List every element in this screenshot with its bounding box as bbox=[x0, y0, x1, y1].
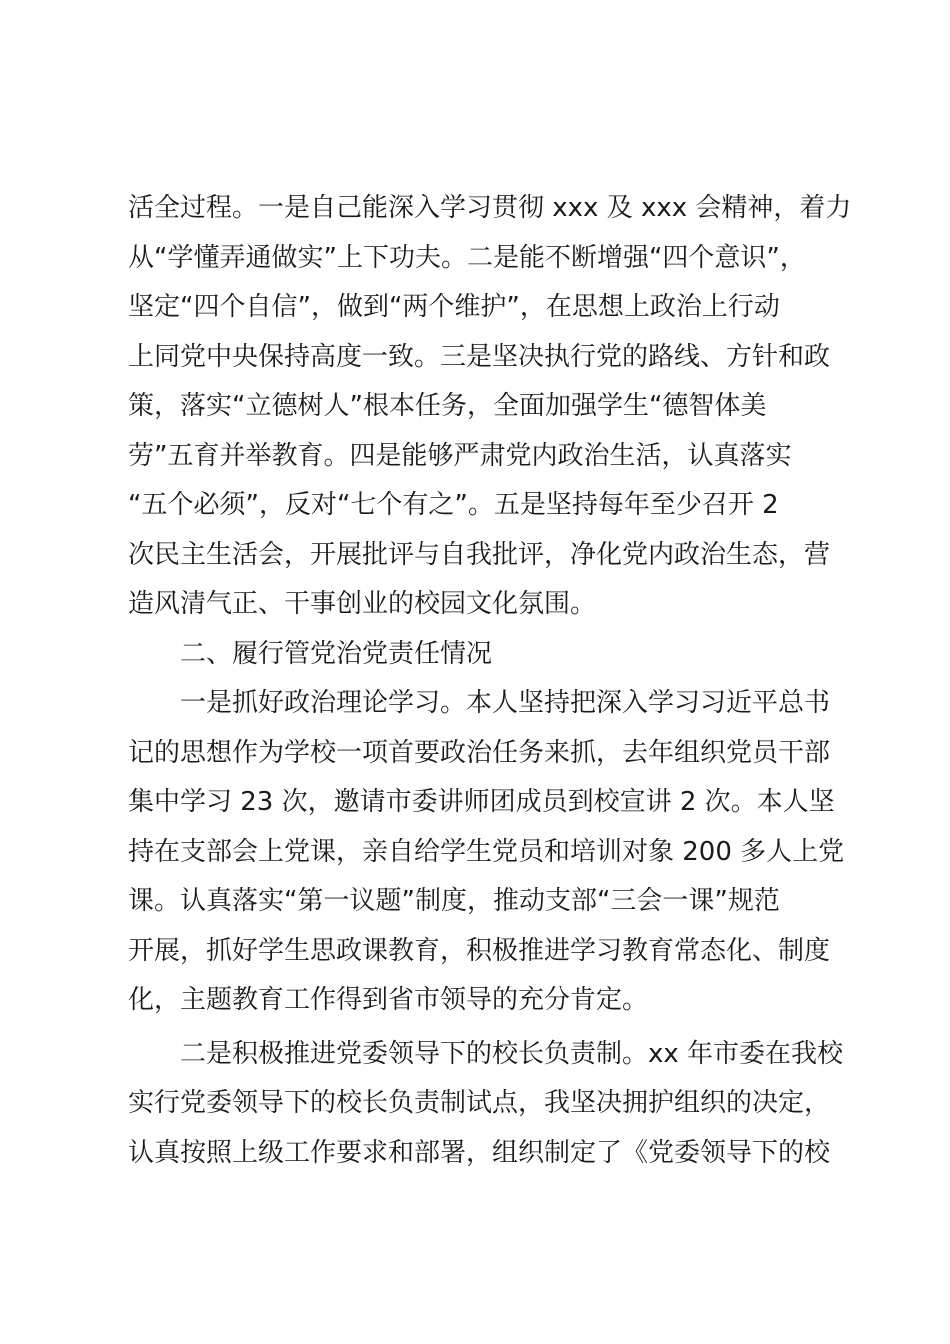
paragraph-line: 次民主生活会，开展批评与自我批评，净化党内政治生态，营 bbox=[128, 539, 831, 570]
paragraph-line: 化，主题教育工作得到省市领导的充分肯定。 bbox=[128, 985, 649, 1015]
paragraph-2 bbox=[128, 679, 845, 1026]
paragraph-line: 劳”五育并举教育。四是能够严肃党内政治生活，认真落实 bbox=[128, 440, 792, 471]
paragraph-line: 认真按照上级工作要求和部署，组织制定了《党委领导下的校 bbox=[128, 1137, 831, 1168]
paragraph-line: 从“学懂弄通做实”上下功夫。二是能不断增强“四个意识”， bbox=[128, 242, 806, 273]
paragraph-line: 活全过程。一是自己能深入学习贯彻 xxx 及 xxx 会精神，着力 bbox=[128, 193, 852, 223]
paragraph-line: “五个必须”，反对“七个有之”。五是坚持每年至少召开 2 bbox=[128, 490, 779, 520]
paragraph-line: 二是积极推进党委领导下的校长负责制。xx 年市委在我校 bbox=[180, 1038, 844, 1069]
paragraph-line: 一是抓好政治理论学习。本人坚持把深入学习习近平总书 bbox=[180, 688, 831, 718]
paragraph-line: 课。认真落实“第一议题”制度，推动支部“三会一课”规范 bbox=[128, 886, 780, 916]
section-heading-text: 二、履行管党治党责任情况 bbox=[180, 638, 493, 669]
paragraph-line: 坚定“四个自信”，做到“两个维护”，在思想上政治上行动 bbox=[128, 292, 780, 322]
paragraph-line: 实行党委领导下的校长负责制试点，我坚决拥护组织的决定， bbox=[128, 1088, 831, 1118]
paragraph-line: 持在支部会上党课，亲自给学生党员和培训对象 200 多人上党 bbox=[128, 836, 845, 867]
paragraph-line: 开展，抓好学生思政课教育，积极推进学习教育常态化、制度 bbox=[128, 935, 831, 966]
document-body bbox=[128, 184, 852, 1178]
paragraph-line: 集中学习 23 次，邀请市委讲师团成员到校宣讲 2 次。本人坚 bbox=[128, 787, 835, 817]
section-heading bbox=[128, 630, 838, 680]
paragraph-line: 上同党中央保持高度一致。三是坚决执行党的路线、方针和政 bbox=[128, 341, 831, 372]
paragraph-1 bbox=[128, 184, 852, 630]
paragraph-line: 造风清气正、干事创业的校园文化氛围。 bbox=[128, 589, 597, 619]
paragraph-3 bbox=[128, 1030, 844, 1179]
paragraph-line: 记的思想作为学校一项首要政治任务来抓，去年组织党员干部 bbox=[128, 737, 831, 768]
paragraph-line: 策，落实“立德树人”根本任务，全面加强学生“德智体美 bbox=[128, 391, 767, 421]
